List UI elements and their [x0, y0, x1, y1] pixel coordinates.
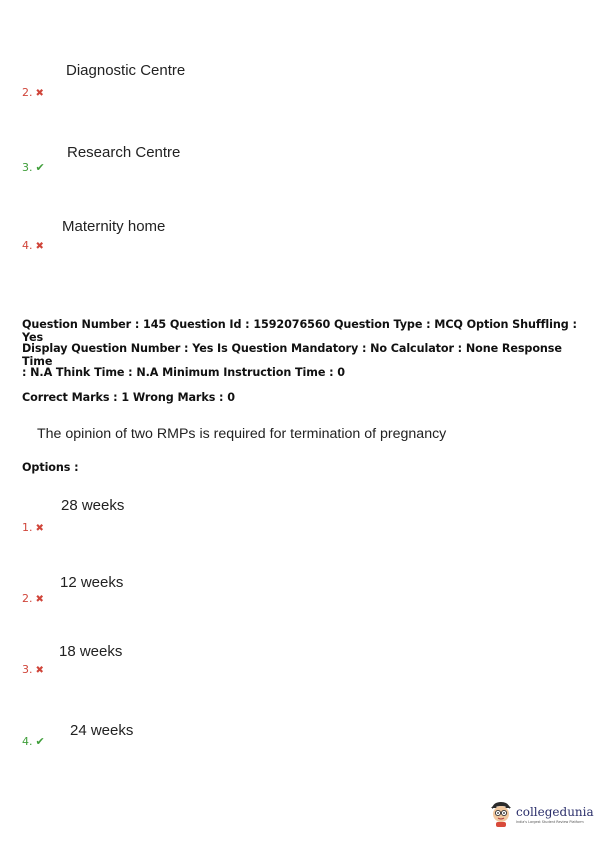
option-3-number: 3. [22, 663, 33, 676]
collegedunia-logo [489, 800, 594, 828]
prev-option-3-number: 3. [22, 161, 33, 174]
cross-icon: ✖ [35, 523, 44, 534]
option-4-text: 24 weeks [70, 722, 134, 739]
check-icon: ✔ [35, 736, 45, 748]
question-text: The opinion of two RMPs is required for termination of pregnancy [37, 426, 447, 442]
option-4-marker [22, 732, 45, 750]
logo-tagline: India's Largest Student Review Platform [516, 819, 584, 824]
question-meta-line-1: Question Number : 145 Question Id : 1592076560 Question Type : MCQ Option Shuffling : Yes [22, 318, 577, 344]
options-label: Options : [22, 461, 79, 474]
prev-option-2-number: 2. [22, 86, 33, 99]
cross-icon: ✖ [35, 241, 44, 252]
option-2-number: 2. [22, 592, 33, 605]
option-1-text: 28 weeks [61, 497, 125, 514]
mascot-icon [489, 800, 513, 828]
option-4-number: 4. [22, 735, 33, 748]
question-marks: Correct Marks : 1 Wrong Marks : 0 [22, 391, 235, 404]
option-2-text: 12 weeks [60, 574, 124, 591]
prev-option-2-marker [22, 83, 44, 101]
prev-option-4-number: 4. [22, 239, 33, 252]
logo-wordmark: collegedunia [516, 804, 594, 819]
prev-option-3-marker [22, 158, 45, 176]
question-meta-line-2: Display Question Number : Yes Is Question Mandatory : No Calculator : None Response Time [22, 342, 562, 368]
question-meta-line-3: : N.A Think Time : N.A Minimum Instruction Time : 0 [22, 366, 345, 379]
prev-option-3-text: Research Centre [67, 144, 181, 161]
cross-icon: ✖ [35, 88, 44, 99]
option-1-marker [22, 518, 44, 536]
prev-option-4-text: Maternity home [62, 218, 166, 235]
check-icon: ✔ [35, 162, 45, 174]
prev-option-4-marker [22, 236, 44, 254]
option-3-marker [22, 660, 44, 678]
option-3-text: 18 weeks [59, 643, 123, 660]
cross-icon: ✖ [35, 594, 44, 605]
option-2-marker [22, 589, 44, 607]
option-1-number: 1. [22, 521, 33, 534]
prev-option-2-text: Diagnostic Centre [66, 62, 186, 79]
cross-icon: ✖ [35, 665, 44, 676]
